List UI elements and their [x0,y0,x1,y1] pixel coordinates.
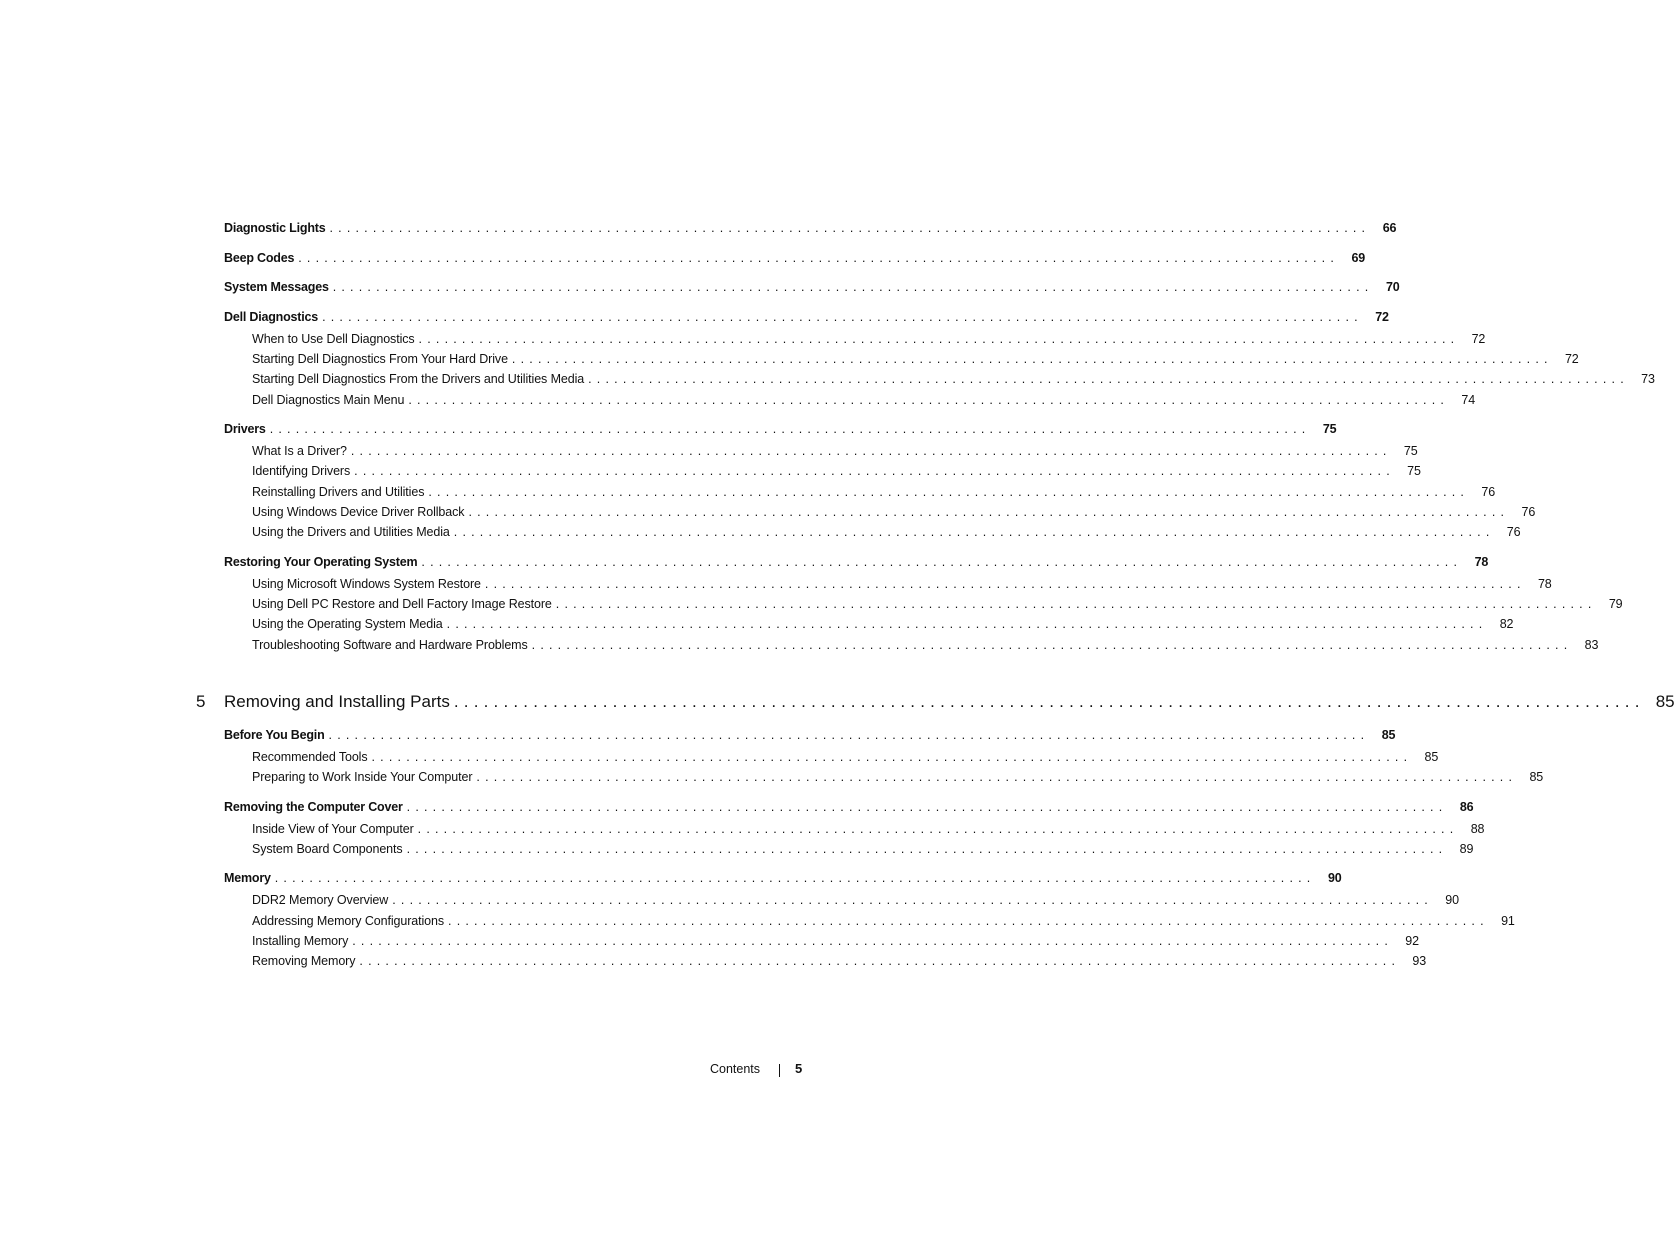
toc-subsection-entry [252,393,1476,407]
toc-entry-title: Using Microsoft Windows System Restore [252,577,481,591]
toc-subsection-entry [252,914,1515,928]
toc-entry-title: Dell Diagnostics Main Menu [252,393,405,407]
toc-section-entry [224,871,1342,885]
dot-leader: ........................................................................................................................ [359,954,1401,968]
toc-page-number: 92 [1405,934,1419,948]
toc-page-number: 73 [1641,372,1655,386]
toc-section-entry [224,728,1396,742]
toc-page-number: 90 [1327,871,1342,885]
toc-section-entry [224,422,1337,436]
toc-subsection-entry [252,893,1459,907]
dot-leader: ........................................................................................................................ [352,934,1393,948]
toc-entry-title: Memory [224,871,271,885]
toc-section-entry [224,251,1365,265]
dot-leader: ........................................................................................................................ [408,393,1450,407]
toc-entry-title: Preparing to Work Inside Your Computer [252,770,473,784]
toc-page-number: 83 [1584,638,1599,652]
chapter-entry [196,692,1675,712]
toc-page-number: 72 [1375,310,1389,324]
toc-page-number: 76 [1481,485,1496,499]
dot-leader: ........................................................................................................................ [453,525,1495,539]
toc-subsection-entry [252,934,1419,948]
toc-section-entry [224,221,1397,235]
toc-entry-title: Using the Operating System Media [252,617,443,631]
toc-entry-title: Reinstalling Drivers and Utilities [252,485,425,499]
dot-leader: ........................................................................................................................ [406,842,1448,856]
toc-subsection-entry [252,577,1552,591]
toc-page-number: 86 [1459,800,1474,814]
toc-entry-title: Removing and Installing Parts [224,692,450,711]
toc-entry-title: DDR2 Memory Overview [252,893,389,907]
toc-page-number: 78 [1537,577,1552,591]
dot-leader: ........................................................................................................................ [328,728,1370,742]
footer-divider [779,1064,780,1077]
toc-section-entry [224,310,1389,324]
dot-leader: ........................................................................................................................ [446,617,1488,631]
toc-section-entry [224,280,1400,294]
toc-page-number: 75 [1403,444,1418,458]
dot-leader: ........................................................................................................................ [555,597,1597,611]
toc-page-number: 91 [1501,914,1515,928]
toc-entry-title: Restoring Your Operating System [224,555,418,569]
toc-page-number: 72 [1564,352,1579,366]
footer-page-number: 5 [795,1061,803,1076]
toc-page-number: 85 [1529,770,1544,784]
toc-entry-title: Diagnostic Lights [224,221,326,235]
dot-leader: ........................................................................................................................ [448,914,1489,928]
toc-entry-title: System Board Components [252,842,403,856]
toc-page-number: 69 [1351,251,1365,265]
toc-subsection-entry [252,597,1623,611]
dot-leader: ........................................................................................................................ [269,422,1311,436]
dot-leader: ........................................................................................................................ [354,464,1395,478]
toc-entry-title: Removing the Computer Cover [224,800,403,814]
toc-entry-title: Dell Diagnostics [224,310,319,324]
toc-subsection-entry [252,444,1418,458]
toc-subsection-entry [252,525,1521,539]
toc-page-number: 79 [1608,597,1623,611]
toc-page-number: 90 [1445,893,1459,907]
toc-subsection-entry [252,822,1485,836]
toc-entry-title: Addressing Memory Configurations [252,914,445,928]
toc-entry-title: Using the Drivers and Utilities Media [252,525,450,539]
toc-entry-title: Identifying Drivers [252,464,351,478]
toc-page-number: 76 [1521,505,1536,519]
dot-leader: ........................................................................................................................ [588,372,1629,386]
dot-leader: ........................................................................................................................ [350,444,1392,458]
toc-entry-title: Inside View of Your Computer [252,822,414,836]
dot-leader: ........................................................................................................................ [392,893,1433,907]
dot-leader: ........................................................................................................................ [511,352,1553,366]
toc-page-number: 66 [1382,221,1397,235]
toc-entry-title: Drivers [224,422,266,436]
chapter-number: 5 [196,692,206,711]
toc-page-number: 89 [1459,842,1474,856]
toc-page-number: 85 [1655,692,1675,711]
toc-entry-title: What Is a Driver? [252,444,347,458]
footer-section-label: Contents [709,1062,760,1076]
dot-leader: ........................................................................................................................ [274,871,1316,885]
toc-subsection-entry [252,842,1474,856]
dot-leader: ........................................................................................................................ [468,505,1510,519]
dot-leader: ........................................................................................................................ [418,332,1460,346]
dot-leader: ........................................................................................................................ [371,750,1413,764]
toc-section-entry [224,555,1489,569]
toc-subsection-entry [252,372,1655,386]
toc-page-number: 93 [1412,954,1427,968]
toc-page-number: 75 [1407,464,1421,478]
toc-subsection-entry [252,464,1421,478]
dot-leader: ........................................................................................................................ [476,770,1518,784]
toc-entry-title: Recommended Tools [252,750,368,764]
toc-subsection-entry [252,332,1486,346]
dot-leader: ........................................................................................................................ [332,280,1374,294]
toc-entry-title: Before You Begin [224,728,325,742]
toc-subsection-entry [252,352,1579,366]
dot-leader: ........................................................................................................................ [428,485,1470,499]
toc-page-number: 72 [1471,332,1486,346]
toc-page-number: 85 [1381,728,1396,742]
toc-page-number: 75 [1322,422,1337,436]
toc-subsection-entry [252,485,1496,499]
dot-leader: ........................................................................................................................ [322,310,1363,324]
toc-subsection-entry [252,750,1439,764]
toc-entry-title: Using Dell PC Restore and Dell Factory Image Restore [252,597,552,611]
dot-leader: ........................................................................................................................ [484,577,1526,591]
toc-page-number: 85 [1424,750,1439,764]
toc-entry-title: Beep Codes [224,251,295,265]
toc-page-number: 74 [1461,393,1476,407]
toc-page-number: 76 [1506,525,1521,539]
toc-page-number: 78 [1474,555,1489,569]
toc-entry-title: Installing Memory [252,934,349,948]
dot-leader: ........................................................................................................................ [421,555,1463,569]
toc-entry-title: Troubleshooting Software and Hardware Problems [252,638,528,652]
toc-entry-title: Starting Dell Diagnostics From Your Hard Drive [252,352,508,366]
toc-page-number: 88 [1470,822,1485,836]
toc-subsection-entry [252,954,1427,968]
toc-section-entry [224,800,1474,814]
toc-entry-title: When to Use Dell Diagnostics [252,332,415,346]
toc-subsection-entry [252,638,1599,652]
dot-leader: ........................................................................................................................ [453,692,1645,711]
dot-leader: ........................................................................................................................ [298,251,1339,265]
dot-leader: ........................................................................................................................ [531,638,1573,652]
toc-page-number: 70 [1385,280,1400,294]
toc-entry-title: System Messages [224,280,329,294]
toc-subsection-entry [252,770,1544,784]
dot-leader: ........................................................................................................................ [406,800,1448,814]
toc-entry-title: Using Windows Device Driver Rollback [252,505,465,519]
toc-entry-title: Starting Dell Diagnostics From the Drivers and Utilities Media [252,372,585,386]
dot-leader: ........................................................................................................................ [417,822,1459,836]
toc-entry-title: Removing Memory [252,954,356,968]
dot-leader: ........................................................................................................................ [329,221,1371,235]
toc-page-number: 82 [1499,617,1514,631]
toc-subsection-entry [252,505,1536,519]
toc-subsection-entry [252,617,1514,631]
